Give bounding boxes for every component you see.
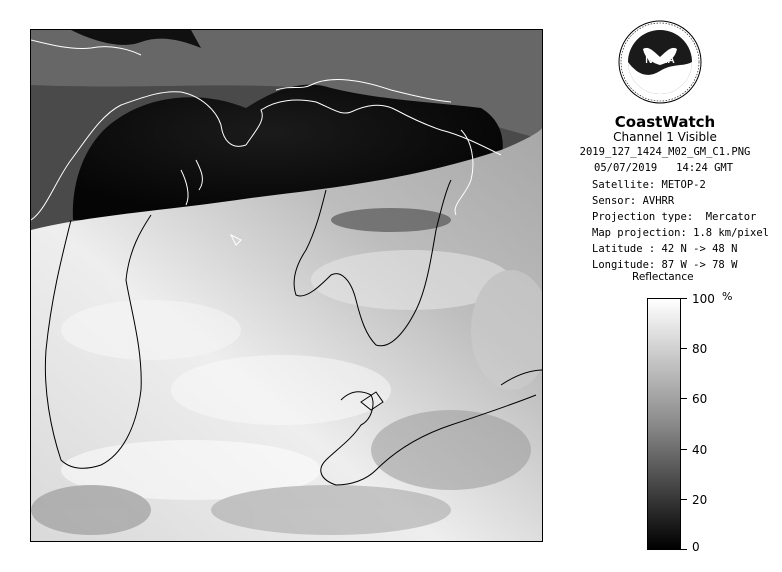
scale-tick-label: 0 — [692, 540, 700, 554]
scale-tick-label: 60 — [692, 392, 708, 406]
sensor-label: Sensor: AVHRR — [592, 195, 675, 207]
projection-type-label: Projection type: Mercator — [592, 211, 757, 223]
noaa-logo-label: NOAA — [645, 55, 675, 66]
scale-tick — [681, 499, 687, 500]
scale-tick-label: 100 — [692, 292, 715, 306]
reflectance-scale-title: Reflectance — [632, 271, 694, 283]
satellite-label: Satellite: METOP-2 — [592, 179, 706, 191]
product-title: CoastWatch — [614, 113, 716, 131]
longitude-label: Longitude: 87 W -> 78 W — [592, 259, 738, 271]
scale-tick-label: 80 — [692, 342, 708, 356]
latitude-label: Latitude : 42 N -> 48 N — [592, 243, 738, 255]
scale-tick — [681, 298, 687, 299]
file-name: 2019_127_1424_M02_GM_C1.PNG — [579, 146, 751, 158]
scale-unit: % — [722, 290, 733, 303]
scale-tick — [681, 449, 687, 450]
scale-tick — [681, 549, 687, 550]
satellite-image — [30, 29, 543, 542]
map-canvas — [31, 30, 543, 542]
reflectance-colorbar — [647, 298, 681, 550]
acquisition-datetime: 05/07/2019 14:24 GMT — [594, 162, 734, 174]
scale-tick — [681, 348, 687, 349]
map-projection-label: Map projection: 1.8 km/pixel — [592, 227, 770, 239]
scale-tick-label: 40 — [692, 443, 708, 457]
scale-tick-label: 20 — [692, 493, 708, 507]
noaa-logo — [617, 19, 703, 105]
scale-tick — [681, 398, 687, 399]
channel-label: Channel 1 Visible — [613, 130, 717, 144]
